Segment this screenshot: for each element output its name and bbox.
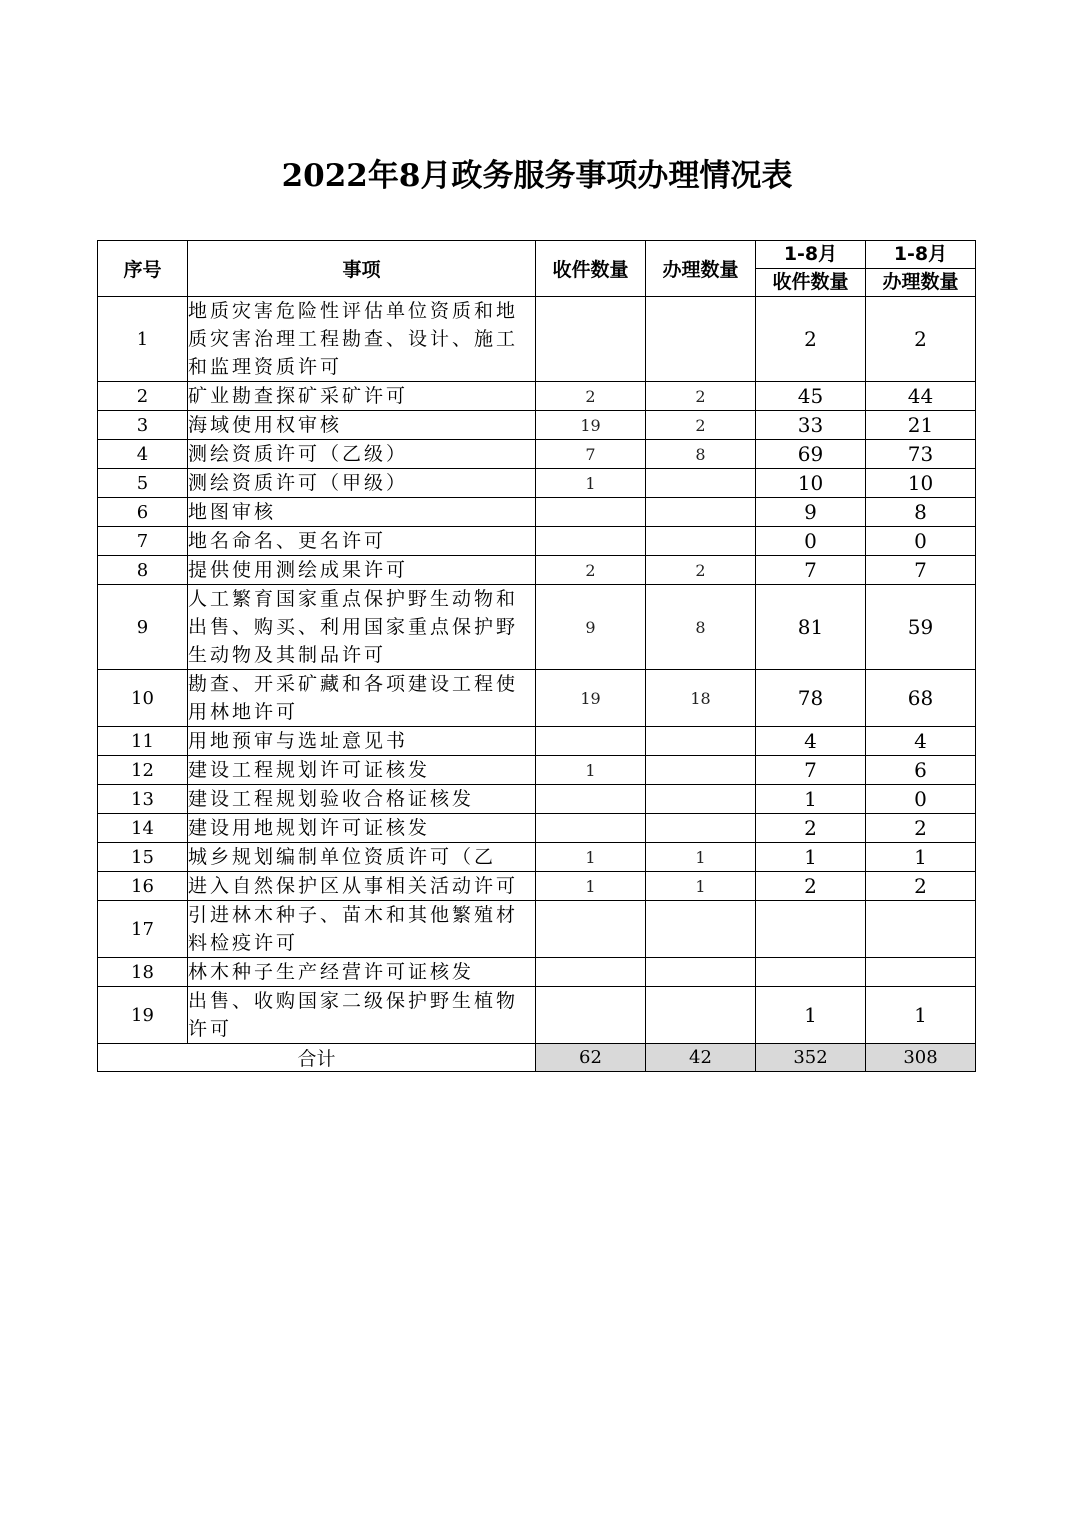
- row-ytd-received: 45: [756, 382, 866, 411]
- row-ytd-received: 2: [756, 872, 866, 901]
- row-number: 19: [98, 987, 188, 1044]
- row-item: 林木种子生产经营许可证核发: [188, 958, 536, 987]
- row-handled: [646, 756, 756, 785]
- row-item: 建设工程规划许可证核发: [188, 756, 536, 785]
- total-ytd-handled: 308: [866, 1044, 976, 1072]
- table-row: [98, 498, 976, 527]
- table-row: [98, 843, 976, 872]
- row-handled: [646, 727, 756, 756]
- row-ytd-received: 1: [756, 987, 866, 1044]
- row-received: [536, 958, 646, 987]
- row-handled: 8: [646, 585, 756, 670]
- row-number: 5: [98, 469, 188, 498]
- row-handled: [646, 901, 756, 958]
- row-item: 人工繁育国家重点保护野生动物和出售、购买、利用国家重点保护野生动物及其制品许可: [188, 585, 536, 670]
- row-received: [536, 785, 646, 814]
- row-ytd-handled: 2: [866, 297, 976, 382]
- row-received: [536, 527, 646, 556]
- row-ytd-received: 69: [756, 440, 866, 469]
- row-ytd-handled: 59: [866, 585, 976, 670]
- row-number: 7: [98, 527, 188, 556]
- row-received: 19: [536, 670, 646, 727]
- table-row: [98, 411, 976, 440]
- row-received: 1: [536, 469, 646, 498]
- row-received: 2: [536, 556, 646, 585]
- row-ytd-received: 10: [756, 469, 866, 498]
- row-received: 9: [536, 585, 646, 670]
- row-received: 2: [536, 382, 646, 411]
- table-row: [98, 556, 976, 585]
- row-item: 城乡规划编制单位资质许可（乙: [188, 843, 536, 872]
- row-ytd-received: 1: [756, 785, 866, 814]
- row-handled: [646, 785, 756, 814]
- row-number: 18: [98, 958, 188, 987]
- page-title: 2022年8月政务服务事项办理情况表: [281, 158, 793, 194]
- table-row: [98, 901, 976, 958]
- row-ytd-handled: 4: [866, 727, 976, 756]
- row-ytd-handled: 44: [866, 382, 976, 411]
- row-handled: 2: [646, 556, 756, 585]
- row-ytd-received: [756, 901, 866, 958]
- row-handled: [646, 987, 756, 1044]
- header-ytd-received: [756, 241, 866, 297]
- row-number: 11: [98, 727, 188, 756]
- table-row: [98, 958, 976, 987]
- row-item: 海域使用权审核: [188, 411, 536, 440]
- row-item: 出售、收购国家二级保护野生植物许可: [188, 987, 536, 1044]
- row-handled: 8: [646, 440, 756, 469]
- header-received: 收件数量: [536, 241, 646, 297]
- row-ytd-handled: 73: [866, 440, 976, 469]
- row-item: 地名命名、更名许可: [188, 527, 536, 556]
- row-handled: [646, 469, 756, 498]
- row-ytd-handled: 1: [866, 987, 976, 1044]
- table-row: [98, 585, 976, 670]
- row-ytd-handled: 7: [866, 556, 976, 585]
- total-handled: 42: [646, 1044, 756, 1072]
- row-number: 9: [98, 585, 188, 670]
- table-row: [98, 727, 976, 756]
- row-item: 矿业勘查探矿采矿许可: [188, 382, 536, 411]
- header-ytd-received-period: 1-8月: [756, 241, 865, 269]
- row-ytd-handled: 6: [866, 756, 976, 785]
- row-ytd-received: 0: [756, 527, 866, 556]
- header-ytd-handled-label: 办理数量: [882, 271, 959, 293]
- row-received: [536, 814, 646, 843]
- row-ytd-handled: 21: [866, 411, 976, 440]
- row-number: 6: [98, 498, 188, 527]
- row-received: 7: [536, 440, 646, 469]
- row-number: 3: [98, 411, 188, 440]
- row-received: 1: [536, 756, 646, 785]
- row-number: 14: [98, 814, 188, 843]
- row-number: 4: [98, 440, 188, 469]
- row-item: 建设用地规划许可证核发: [188, 814, 536, 843]
- row-handled: [646, 498, 756, 527]
- row-handled: [646, 814, 756, 843]
- row-received: 1: [536, 843, 646, 872]
- row-ytd-handled: 8: [866, 498, 976, 527]
- table-row: [98, 382, 976, 411]
- header-ytd-handled-period: 1-8月: [866, 241, 975, 269]
- row-ytd-received: 2: [756, 814, 866, 843]
- row-received: 1: [536, 872, 646, 901]
- row-item: 勘查、开采矿藏和各项建设工程使用林地许可: [188, 670, 536, 727]
- row-ytd-handled: 0: [866, 785, 976, 814]
- table-row: [98, 670, 976, 727]
- row-item: 地图审核: [188, 498, 536, 527]
- row-received: [536, 901, 646, 958]
- row-item: 引进林木种子、苗木和其他繁殖材料检疫许可: [188, 901, 536, 958]
- row-number: 12: [98, 756, 188, 785]
- row-ytd-received: 1: [756, 843, 866, 872]
- row-item: 进入自然保护区从事相关活动许可: [188, 872, 536, 901]
- row-ytd-handled: 10: [866, 469, 976, 498]
- row-ytd-received: 7: [756, 756, 866, 785]
- row-item: 地质灾害危险性评估单位资质和地质灾害治理工程勘查、设计、施工和监理资质许可: [188, 297, 536, 382]
- row-handled: [646, 958, 756, 987]
- table-row: [98, 785, 976, 814]
- total-row: [98, 1044, 976, 1072]
- row-received: [536, 987, 646, 1044]
- row-item: 提供使用测绘成果许可: [188, 556, 536, 585]
- row-received: [536, 727, 646, 756]
- row-ytd-received: 33: [756, 411, 866, 440]
- header-handled: 办理数量: [646, 241, 756, 297]
- row-number: 8: [98, 556, 188, 585]
- table-row: [98, 814, 976, 843]
- row-ytd-received: 4: [756, 727, 866, 756]
- row-ytd-handled: [866, 901, 976, 958]
- row-ytd-handled: [866, 958, 976, 987]
- row-handled: 1: [646, 843, 756, 872]
- table-row: [98, 440, 976, 469]
- row-handled: 2: [646, 411, 756, 440]
- table-row: [98, 756, 976, 785]
- row-ytd-handled: 0: [866, 527, 976, 556]
- row-ytd-received: 81: [756, 585, 866, 670]
- row-ytd-handled: 2: [866, 872, 976, 901]
- row-number: 13: [98, 785, 188, 814]
- table-row: [98, 872, 976, 901]
- total-ytd-received: 352: [756, 1044, 866, 1072]
- header-no: 序号: [98, 241, 188, 297]
- header-row: [98, 241, 976, 297]
- service-items-table: [97, 240, 976, 1072]
- row-number: 10: [98, 670, 188, 727]
- header-ytd-received-label: 收件数量: [772, 271, 849, 293]
- row-item: 测绘资质许可（甲级）: [188, 469, 536, 498]
- row-number: 15: [98, 843, 188, 872]
- row-handled: [646, 527, 756, 556]
- row-item: 测绘资质许可（乙级）: [188, 440, 536, 469]
- row-received: [536, 297, 646, 382]
- row-ytd-received: [756, 958, 866, 987]
- row-handled: 1: [646, 872, 756, 901]
- row-ytd-received: 2: [756, 297, 866, 382]
- row-ytd-handled: 2: [866, 814, 976, 843]
- row-ytd-received: 78: [756, 670, 866, 727]
- header-ytd-handled: [866, 241, 976, 297]
- row-ytd-received: 9: [756, 498, 866, 527]
- row-received: [536, 498, 646, 527]
- row-handled: 2: [646, 382, 756, 411]
- table-row: [98, 297, 976, 382]
- table-row: [98, 987, 976, 1044]
- row-item: 用地预审与选址意见书: [188, 727, 536, 756]
- row-ytd-handled: 1: [866, 843, 976, 872]
- table-row: [98, 527, 976, 556]
- header-item: 事项: [188, 241, 536, 297]
- row-ytd-handled: 68: [866, 670, 976, 727]
- row-ytd-received: 7: [756, 556, 866, 585]
- total-received: 62: [536, 1044, 646, 1072]
- row-number: 17: [98, 901, 188, 958]
- row-item: 建设工程规划验收合格证核发: [188, 785, 536, 814]
- row-number: 2: [98, 382, 188, 411]
- table-row: [98, 469, 976, 498]
- row-received: 19: [536, 411, 646, 440]
- row-handled: [646, 297, 756, 382]
- total-label: 合计: [98, 1044, 536, 1072]
- row-number: 16: [98, 872, 188, 901]
- row-handled: 18: [646, 670, 756, 727]
- row-number: 1: [98, 297, 188, 382]
